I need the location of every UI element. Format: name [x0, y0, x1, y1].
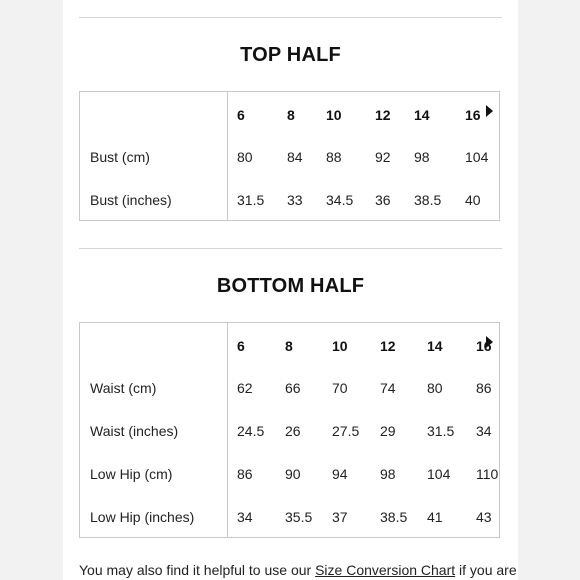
size-header-10: 10 — [326, 107, 342, 123]
top-half-title: TOP HALF — [240, 44, 341, 66]
low-hip-cm-12: 98 — [380, 466, 396, 482]
low-hip-in-16: 43 — [476, 509, 492, 525]
bust-cm-8: 84 — [287, 149, 303, 165]
bust-cm-14: 98 — [414, 149, 430, 165]
bust-in-12: 36 — [375, 192, 391, 208]
row-label-low-hip-inches: Low Hip (inches) — [90, 509, 195, 525]
low-hip-cm-10: 94 — [332, 466, 348, 482]
waist-cm-8: 66 — [285, 380, 301, 396]
size-header-6: 6 — [237, 107, 245, 123]
size-header-14: 14 — [427, 338, 443, 354]
low-hip-cm-16: 110 — [476, 466, 499, 482]
waist-in-6: 24.5 — [237, 423, 265, 439]
waist-in-10: 27.5 — [332, 423, 360, 439]
low-hip-cm-8: 90 — [285, 466, 301, 482]
top-half-table[interactable] — [79, 91, 500, 221]
low-hip-in-6: 34 — [237, 509, 253, 525]
waist-cm-14: 80 — [427, 380, 443, 396]
size-guide-page — [63, 0, 518, 580]
low-hip-in-12: 38.5 — [380, 509, 408, 525]
bottom-half-table[interactable] — [79, 322, 500, 538]
low-hip-in-8: 35.5 — [285, 509, 313, 525]
triangle-right-icon[interactable] — [486, 336, 493, 348]
bust-cm-6: 80 — [237, 149, 253, 165]
row-label-waist-inches: Waist (inches) — [90, 423, 179, 439]
size-header-16: 16 — [465, 107, 481, 123]
low-hip-cm-14: 104 — [427, 466, 451, 482]
waist-cm-16: 86 — [476, 380, 492, 396]
waist-in-8: 26 — [285, 423, 301, 439]
bust-in-10: 34.5 — [326, 192, 354, 208]
footer-help-text — [79, 562, 517, 578]
size-header-8: 8 — [287, 107, 295, 123]
divider-middle — [79, 248, 502, 249]
size-header-12: 12 — [375, 107, 391, 123]
waist-cm-10: 70 — [332, 380, 348, 396]
size-header-6: 6 — [237, 338, 245, 354]
size-header-10: 10 — [332, 338, 348, 354]
row-label-bust-cm: Bust (cm) — [90, 149, 150, 165]
bust-cm-10: 88 — [326, 149, 342, 165]
low-hip-in-14: 41 — [427, 509, 443, 525]
size-conversion-chart-link[interactable]: Size Conversion Chart — [315, 562, 456, 578]
bust-cm-16: 104 — [465, 149, 489, 165]
row-label-low-hip-cm: Low Hip (cm) — [90, 466, 173, 482]
waist-in-14: 31.5 — [427, 423, 455, 439]
waist-cm-6: 62 — [237, 380, 253, 396]
bust-in-14: 38.5 — [414, 192, 442, 208]
low-hip-cm-6: 86 — [237, 466, 253, 482]
row-label-bust-inches: Bust (inches) — [90, 192, 172, 208]
footer-text-before: You may also find it helpful to use our — [79, 562, 316, 578]
bust-in-6: 31.5 — [237, 192, 265, 208]
bust-in-16: 40 — [465, 192, 481, 208]
size-header-16: 16 — [476, 338, 492, 354]
waist-in-16: 34 — [476, 423, 492, 439]
size-header-8: 8 — [285, 338, 293, 354]
waist-in-12: 29 — [380, 423, 396, 439]
footer-text-after: if you are — [455, 562, 517, 578]
bust-cm-12: 92 — [375, 149, 391, 165]
triangle-right-icon[interactable] — [486, 105, 493, 117]
size-header-12: 12 — [380, 338, 396, 354]
bottom-half-title: BOTTOM HALF — [216, 275, 365, 297]
waist-cm-12: 74 — [380, 380, 396, 396]
low-hip-in-10: 37 — [332, 509, 348, 525]
bust-in-8: 33 — [287, 192, 303, 208]
row-label-waist-cm: Waist (cm) — [90, 380, 157, 396]
size-header-14: 14 — [414, 107, 430, 123]
divider-top — [79, 17, 502, 18]
